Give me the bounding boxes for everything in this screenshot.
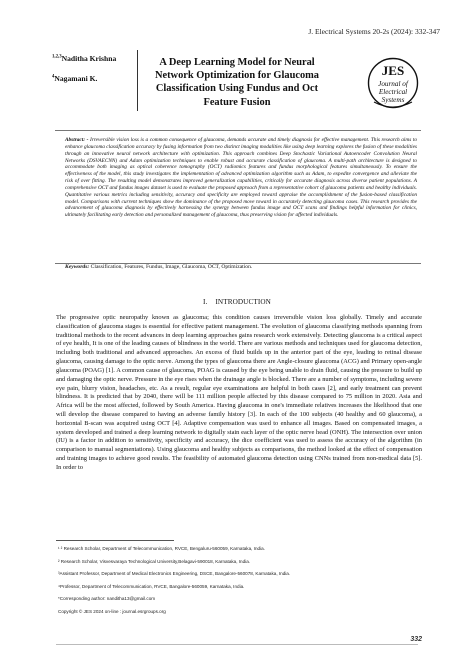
author-1-affiliation-sup: 1,2,3	[52, 54, 62, 60]
abstract-text: Irreversible vision loss is a common consequence of glaucoma, demands accurate and timely diagnosis for effective management. This research aims to enhance glaucoma classification accuracy by fusing information from two distinct imaging modalities like using deep learning explores the fusion of these modalities through an innovative neural network architecture with optimization. This approach combines Deep Stochastic Variational Autoencoder Convolution Neural Networks (DSVAECNN) and Adam optimization techniques to enable robust and accurate classification of glaucoma. A multi-path architecture is designed to accommodate both imaging as optical coherence tomography (OCT) radiomics features and fundus morphological features simultaneously. To ensure the effectiveness of the model, this study investigates the implementation of advanced optimization algorithm such as Adam, to expedite convergence and alleviate the risk of over fitting. The resulting model demonstrates improved generalization capabilities, critically for accurate diagnosis across diverse patient populations. A comprehensive OCT and fundus images dataset is used to evaluate the proposed approach from a representative cohort of glaucoma patients and healthy individuals. Quantitative various metrics including sensitivity, accuracy and specificity are employed toward appraise the accomplishment of the fusion-based classification model. Comparisons with current techniques show the dominance of the proposed move toward in accurately detecting glaucoma cases. This research provides the advancement of glaucoma diagnosis by effectively harnessing the synergy between fundus image and OCT scans and findings helpful information for clinics, ultimately facilitating early detection and personalized management of glaucoma, thus preserving vision for affected individuals.	[65, 137, 417, 219]
logo-line-2: Electrical	[378, 88, 408, 96]
logo-acronym: JES	[381, 63, 405, 78]
keywords-text: Classification, Features, Fundus, Image, Glaucoma, OCT, Optimization.	[90, 264, 253, 270]
section-heading	[0, 298, 474, 306]
footnote-2: ² Research Scholar, Visvesvaraya Technological University,Belagavi-590018, Karnataka, India.	[58, 558, 251, 564]
footnotes	[58, 546, 418, 622]
footnote-4: ⁴Professor, Department of Telecommunication, RVCE, Bangalore-560059, Karnataka, India.	[58, 583, 245, 589]
page-number: 332	[410, 636, 422, 643]
abstract-box	[55, 130, 421, 264]
introduction-paragraph: The progressive optic neuropathy known as glaucoma; this condition causes irreversible vision loss globally. Timely and accurate classification of glaucoma stages is essential for effective patient management. The evolution of glaucoma classifying methods spanning from traditional methods to the recent advances in deep learning approaches gains research work extensively. Detecting glaucoma is a critical aspect of eye health, It is one of the leading causes of blindness in the world. There are various methods and techniques used for glaucoma detection, including both traditional and advanced approaches. An excess of fluid builds up in the anterior part of the eye, leading to retinal disease glaucoma, causing damage to the optic nerve. Among the types of glaucoma there are Angle-closure glaucoma (ACG) and Primary open-angle glaucoma (POAG) [1]. A common cause of glaucoma, POAG is caused by the eye being unable to drain fluid, causing the pressure to build up and damaging the optic nerve. Pressure in the eye rises when the drainage angle is blocked. There are a number of symptoms, including severe eye pain, blurry vision, headaches, etc. As a result, regular eye examinations are helpful in both cases [2], and early treatment can prevent blindness. It is predicted that by 2040, there will be 111 million people affected by this disease compared to 75 million in 2020. Asia and Africa will be the most affected, followed by South America. Having glaucoma in one's immediate relatives increases the likelihood that one will develop the disease compared to having an adverse family history [3]. In each of the 100 subjects (40 healthy and 60 glaucoma), a horizontal B-scan was acquired using OCT [4]. Adaptive compensation was used to enhance all images. Based on compensated images, a system developed and trained a deep learning network to digitally stain each layer of the optic nerve head (ONH). The intersection over union (IU) is a factor in addition to sensitivity, specificity and accuracy, the dice coefficient was used to assess the accuracy of the algorithm (in comparison to manual segmentations). Using glaucoma and healthy subjects as comparisons, the method looked at the effect of compensation and training images to achieve good results. The feasibility of automated glaucoma detection using CNNs trained from non-medical data [5]. In order to	[56, 314, 422, 471]
journal-header: J. Electrical Systems 20-2s (2024): 332-347	[308, 27, 440, 36]
copyright-line: Copyright © JES 2024 on-line : journal.esrgroups.org	[58, 608, 166, 614]
footnote-3: ³Assistant Professor, Department of Medical Electronics Engineering, DSCE, Bangalore-560078, Karnataka, India.	[58, 571, 291, 577]
author-1	[52, 54, 138, 64]
keywords-label: Keywords:	[65, 264, 90, 270]
logo-line-1: Journal of	[378, 80, 408, 88]
paper-title: A Deep Learning Model for Neural Network Optimization for Glaucoma Classification Using Fundus and Oct Feature Fusion	[154, 57, 320, 108]
author-block	[52, 54, 138, 83]
corresponding-author: *Corresponding author: nanditha13@gmail.com	[58, 596, 156, 602]
abstract	[65, 137, 417, 219]
page-footer-rule	[56, 644, 418, 645]
author-2-affiliation-sup: 4	[52, 73, 55, 79]
logo-line-3: Systems	[381, 96, 405, 104]
abstract-label: Abstract: -	[65, 137, 89, 143]
keywords	[65, 264, 417, 271]
footnote-1: ¹ ² Research Scholar, Department of Telecommunication, RVCE, Bengaluru-560059, Karnataka, India.	[58, 546, 265, 551]
author-2-name: Nagamani K.	[54, 73, 98, 83]
author-2	[52, 74, 138, 84]
section-number: I.	[203, 298, 208, 306]
author-1-name: Naditha Krishna	[61, 54, 117, 63]
jes-logo	[366, 56, 420, 122]
footnote-divider	[56, 540, 174, 541]
section-title: INTRODUCTION	[215, 298, 271, 306]
author-divider	[137, 50, 138, 111]
